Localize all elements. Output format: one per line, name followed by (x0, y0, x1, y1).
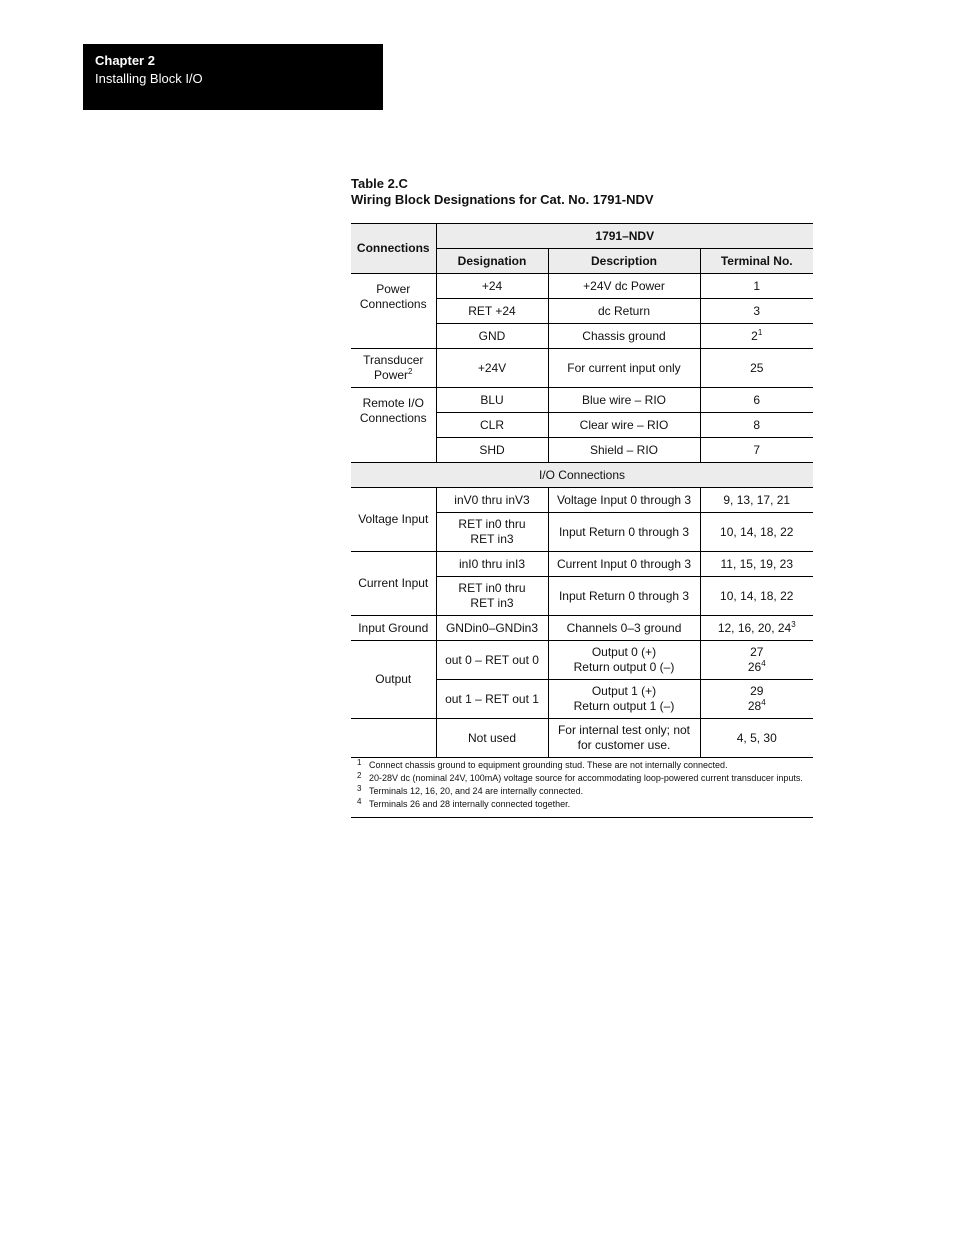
table-row: Remote I/O Connections BLU Blue wire – RIO 6 (351, 388, 813, 413)
io-section-header: I/O Connections (351, 463, 813, 488)
group-label: Voltage Input (351, 488, 436, 552)
footnote-ref: 4 (761, 698, 766, 707)
header-connections: Connections (351, 224, 436, 274)
group-label: Power Connections (351, 274, 436, 349)
footnote-ref: 1 (757, 327, 763, 337)
table-caption (351, 176, 821, 208)
table-row: Power Connections +24 +24V dc Power 1 (351, 274, 813, 299)
table-row: RET in0 thru RET in3 Input Return 0 through 3 10, 14, 18, 22 (351, 577, 813, 616)
footnote: 1 Connect chassis ground to equipment grounding stud. These are not internally connected. (357, 758, 728, 770)
footnote: 3 Terminals 12, 16, 20, and 24 are internally connected. (357, 784, 584, 796)
table-title: Wiring Block Designations for Cat. No. 1791-NDV (351, 192, 654, 207)
footnote: 4 Terminals 26 and 28 internally connected together. (357, 797, 571, 809)
table-row: Output out 0 – RET out 0 Output 0 (+) Return output 0 (–) 27 $26^4$ (351, 641, 813, 680)
header-designation: Designation (436, 249, 548, 274)
header-group: 1791–NDV (436, 224, 813, 249)
group-label: Remote I/O Connections (351, 388, 436, 463)
header-description: Description (548, 249, 700, 274)
table-row: Voltage Input inV0 thru inV3 Voltage Input 0 through 3 9, 13, 17, 21 (351, 488, 813, 513)
chapter-header (83, 44, 383, 110)
table-row: Input Ground GNDin0–GNDin3 Channels 0–3 ground 12, 16, 20, $24^3$ (351, 616, 813, 641)
table-row: Transducer Power$^2$ +24V For current input only 25 (351, 349, 813, 388)
footnote-ref: 3 (791, 619, 796, 629)
group-label: Output (351, 641, 436, 719)
table-number: Table 2.C (351, 176, 408, 191)
header-terminal: Terminal No. (700, 249, 813, 274)
wiring-table (351, 223, 813, 818)
table-row: GND Chassis ground $2^1$ (351, 324, 813, 349)
chapter-title: Installing Block I/O (95, 71, 203, 86)
table-row: CLR Clear wire – RIO 8 (351, 413, 813, 438)
group-label: Current Input (351, 552, 436, 616)
footnotes (351, 758, 813, 818)
group-label: Transducer Power$^2$ (351, 349, 436, 388)
footnote-ref: 2 (408, 367, 413, 376)
chapter-number: Chapter 2 (95, 53, 155, 68)
table-row: SHD Shield – RIO 7 (351, 438, 813, 463)
table-row: Current Input inI0 thru inI3 Current Input 0 through 3 11, 15, 19, 23 (351, 552, 813, 577)
footnote-ref: 4 (761, 659, 766, 668)
table-row: RET in0 thru RET in3 Input Return 0 through 3 10, 14, 18, 22 (351, 513, 813, 552)
table-row: Not used For internal test only; not for customer use. 4, 5, 30 (351, 719, 813, 758)
table-row: out 1 – RET out 1 Output 1 (+) Return output 1 (–) 29 $28^4$ (351, 680, 813, 719)
footnote: 2 20-28V dc (nominal 24V, 100mA) voltage source for accommodating loop-powered current transducer inputs. (357, 771, 803, 783)
group-label: Input Ground (351, 616, 436, 641)
table-row: RET +24 dc Return 3 (351, 299, 813, 324)
